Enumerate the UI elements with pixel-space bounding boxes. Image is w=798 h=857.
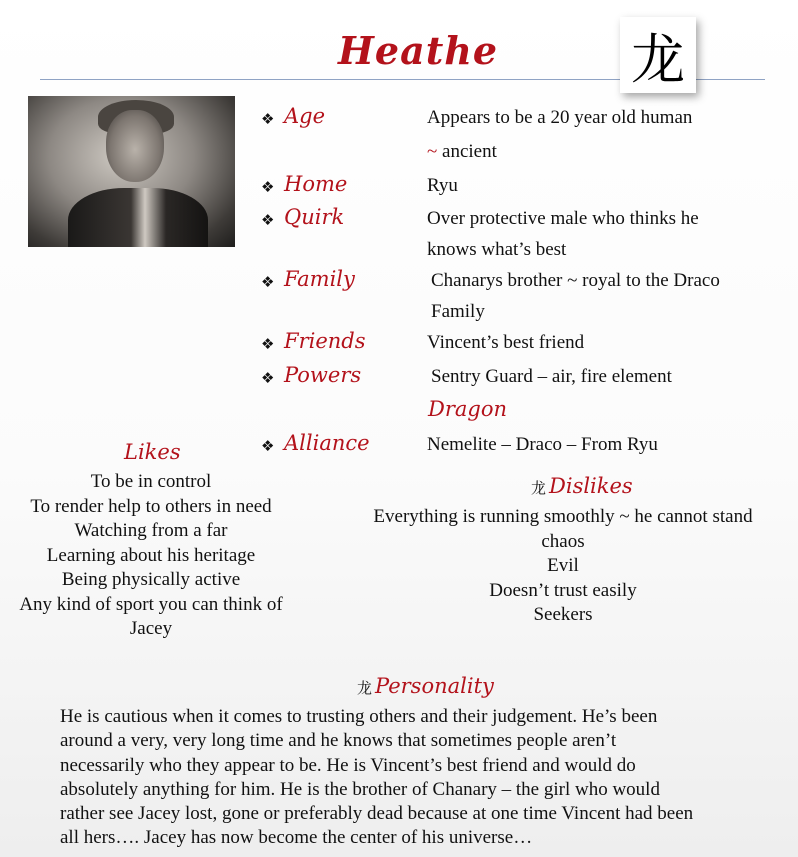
dislikes-title: Dislikes bbox=[549, 474, 633, 498]
attribute-value: Appears to be a 20 year old human bbox=[427, 107, 693, 128]
diamond-bullet-icon: ❖ bbox=[261, 369, 275, 387]
paragraph-line: absolutely anything for him. He is the brother of Chanary – the girl who would bbox=[60, 778, 660, 800]
paragraph-line: He is cautious when it comes to trusting others and their judgement. He’s been bbox=[60, 706, 658, 727]
diamond-bullet-icon: ❖ bbox=[261, 273, 275, 291]
attribute-label: Home bbox=[284, 172, 348, 196]
list-item: Learning about his heritage bbox=[46, 544, 256, 566]
personality-title: Personality bbox=[375, 674, 494, 698]
attribute-value: Nemelite – Draco – From Ryu bbox=[427, 434, 658, 455]
list-item: Doesn’t trust easily bbox=[489, 579, 637, 601]
personality-heading bbox=[357, 674, 494, 698]
attribute-value: Ryu bbox=[427, 175, 458, 196]
paragraph-line: around a very, very long time and he knows that sometimes people aren’t bbox=[60, 730, 617, 752]
likes-list bbox=[0, 470, 302, 642]
personality-paragraph bbox=[60, 705, 780, 851]
attribute-label: Age bbox=[284, 104, 326, 128]
list-item: To render help to others in need bbox=[30, 495, 272, 517]
likes-title: Likes bbox=[124, 440, 181, 464]
diamond-bullet-icon: ❖ bbox=[261, 211, 275, 229]
attribute-label: Quirk bbox=[284, 205, 345, 229]
character-portrait bbox=[28, 96, 235, 247]
dragon-kanji-icon: 龙 bbox=[531, 479, 547, 497]
diamond-bullet-icon: ❖ bbox=[261, 178, 275, 196]
dragon-kanji-icon: 龙 bbox=[357, 679, 373, 697]
attribute-value: Chanarys brother ~ royal to the Draco bbox=[431, 270, 720, 291]
list-item: Watching from a far bbox=[74, 520, 228, 541]
attribute-label: Family bbox=[284, 267, 355, 291]
paragraph-line: necessarily who they appear to be. He is Vincent’s best friend and would do bbox=[60, 754, 636, 776]
list-item: To be in control bbox=[90, 471, 212, 492]
list-item: Seekers bbox=[533, 604, 593, 625]
attribute-value: Vincent’s best friend bbox=[427, 332, 585, 353]
attribute-value: Family bbox=[431, 301, 485, 322]
dragon-kanji-card bbox=[620, 17, 696, 93]
list-item: Evil bbox=[547, 555, 579, 576]
paragraph-line: rather see Jacey lost, gone or preferably dead because at one time Vincent had been bbox=[60, 803, 694, 825]
page-title: Heathe bbox=[338, 28, 499, 73]
diamond-bullet-icon: ❖ bbox=[261, 335, 275, 353]
list-item: Any kind of sport you can think of bbox=[19, 593, 283, 615]
attribute-value: Over protective male who thinks he bbox=[427, 208, 699, 229]
attribute-value: ~ ancient bbox=[427, 141, 497, 162]
attribute-label: Powers bbox=[284, 363, 362, 387]
dragon-label: Dragon bbox=[428, 397, 508, 421]
list-item: Jacey bbox=[129, 618, 173, 639]
attribute-value: Sentry Guard – air, fire element bbox=[431, 366, 672, 387]
dislikes-heading bbox=[531, 474, 633, 498]
attribute-label: Alliance bbox=[284, 431, 370, 455]
attribute-value: knows what’s best bbox=[427, 239, 567, 260]
paragraph-line: all hers…. Jacey has now become the center of his universe… bbox=[60, 827, 533, 849]
diamond-bullet-icon: ❖ bbox=[261, 437, 275, 455]
attribute-label: Friends bbox=[284, 329, 366, 353]
list-item: chaos bbox=[541, 530, 585, 552]
dislikes-list bbox=[348, 505, 778, 628]
list-item: Everything is running smoothly ~ he cannot stand bbox=[373, 506, 753, 527]
dragon-kanji-icon: 龙 bbox=[631, 27, 685, 91]
list-item: Being physically active bbox=[61, 569, 241, 590]
diamond-bullet-icon: ❖ bbox=[261, 110, 275, 128]
